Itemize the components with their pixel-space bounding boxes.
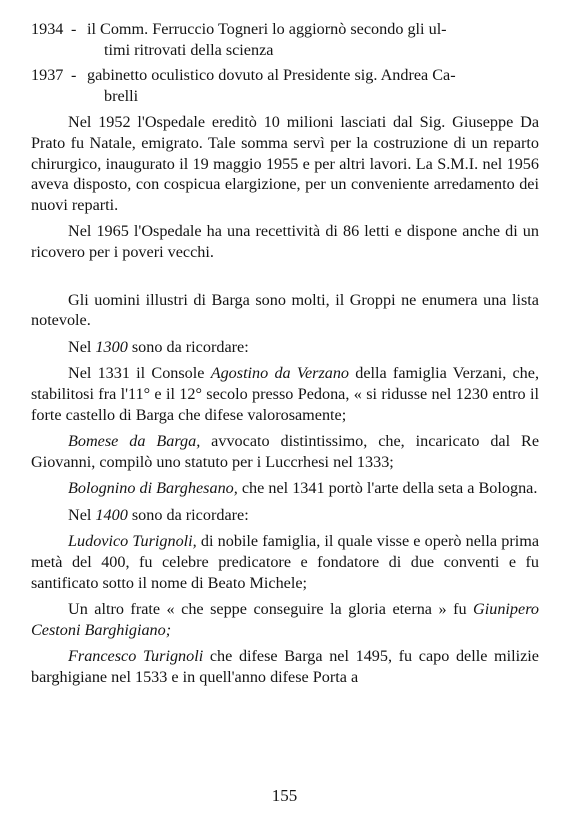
italic-name: Ludovico Turignoli,	[68, 532, 197, 551]
paragraph-verzano	[31, 363, 539, 425]
text-run: Nel 1331 il Console	[68, 364, 211, 383]
entry-line: timi ritrovati della scienza	[104, 40, 274, 59]
italic-century: 1400	[95, 505, 128, 524]
paragraph-francesco	[31, 646, 539, 687]
text-run: Nel	[68, 337, 96, 356]
entry-line: brelli	[104, 86, 139, 105]
italic-name: Bomese da Barga,	[68, 432, 201, 451]
paragraph-hospital-1952: Nel 1952 l'Ospedale ereditò 10 milioni lasciati dal Sig. Giuseppe Da Prato fu Natale, emigrato. Tale somma servì per la costruzione di un reparto chirurgico, inaugurato il 19 maggio 1955 e per altri lavori. La S.M.I. nel 1956 aveva disposto, con cospicua elargizione, per un conveniente arredamento dei nuovi reparti.	[31, 113, 539, 214]
chronology-entry-1937	[31, 65, 539, 106]
entry-line: il Comm. Ferruccio Togneri lo aggiornò secondo gli ul-	[87, 20, 447, 38]
entry-text	[87, 65, 539, 106]
chronology-entry-1934	[31, 19, 539, 60]
text-run: di nobile famiglia, il quale visse e operò nella prima metà del 400, fu celebre predicatore e fondatore di due conventi e fu santificato sotto il nome di Beato Michele;	[31, 532, 540, 592]
page-text	[31, 19, 539, 688]
paragraph-bomese	[31, 431, 539, 472]
text-run: che difese Barga nel 1495, fu capo delle milizie barghigiane nel 1533 e in quell'anno difese Porta a	[31, 647, 539, 687]
paragraph-hospital-1965: Nel 1965 l'Ospedale ha una recettività di 86 letti e dispone anche di un ricovero per i poveri vecchi.	[31, 222, 539, 261]
text-run: avvocato distintissimo, che, incaricato dal Re Giovanni, compilò uno statuto per i Luccrhesi nel 1333;	[31, 432, 539, 471]
entry-year: 1934	[31, 20, 64, 38]
text-run: sono da ricordare:	[127, 505, 249, 524]
italic-name: Agostino da Verzano	[210, 364, 350, 383]
italic-name: Francesco Turignoli	[68, 647, 204, 666]
paragraph-bolognino	[31, 478, 539, 499]
text-run: Nel	[68, 505, 96, 524]
italic-century: 1300	[95, 337, 128, 356]
paragraph-ludovico	[31, 531, 539, 593]
entry-line: gabinetto oculistico dovuto al Presidente sig. Andrea Ca-	[87, 66, 456, 85]
text-run: sono da ricordare:	[127, 337, 249, 356]
paragraph-illustrious-men: Gli uomini illustri di Barga sono molti, il Groppi ne enumera una lista notevole.	[31, 290, 539, 330]
text-run: della famiglia Verzani, che, stabilitosi fra l'11° e il 12° secolo presso Pedona, « si ridusse nel 1230 entro il forte castello di Barga che difese valorosamente;	[31, 364, 539, 424]
text-run: Un altro frate « che seppe conseguire la gloria eterna » fu	[68, 600, 474, 619]
paragraph-giunipero	[31, 599, 539, 640]
entry-text	[87, 19, 539, 60]
page-number: 155	[271, 786, 298, 805]
paragraph-1300-heading	[31, 337, 539, 358]
entry-dash: -	[71, 66, 77, 85]
entry-dash: -	[71, 20, 77, 38]
text-run: che nel 1341 portò l'arte della seta a Bologna.	[237, 479, 538, 498]
paragraph-1400-heading	[31, 505, 539, 526]
italic-name: Bolognino di Barghesano,	[68, 479, 238, 498]
entry-year: 1937	[31, 66, 64, 85]
italic-name: Giunipero Cestoni Barghigiano;	[31, 600, 539, 639]
